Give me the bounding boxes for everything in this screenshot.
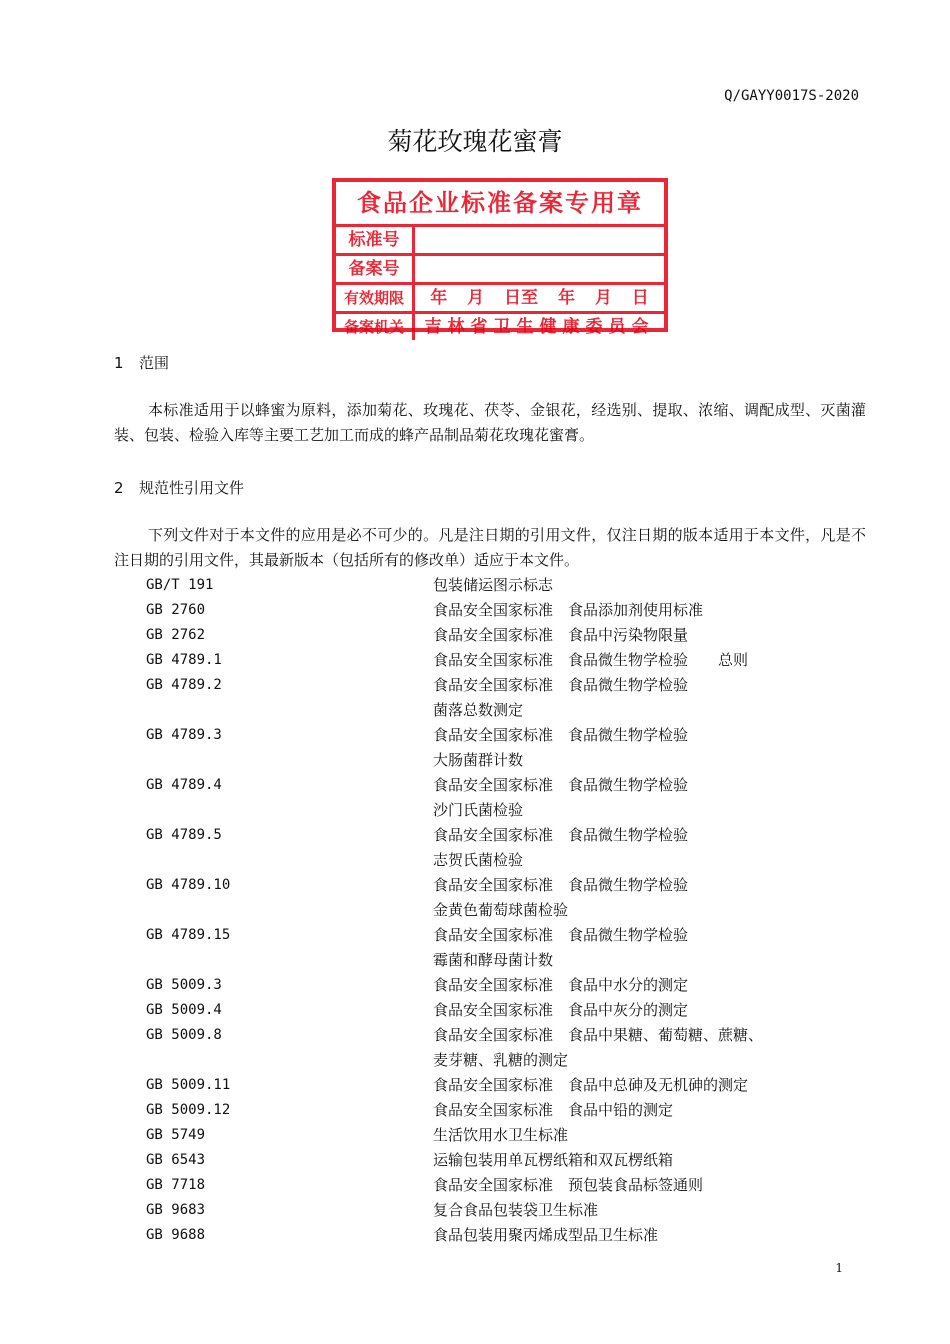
stamp-authority-value: 吉林省卫生健康委员会 bbox=[424, 317, 655, 337]
reference-title: 食品安全国家标准 食品中果糖、葡萄糖、蔗糖、 bbox=[433, 1026, 764, 1044]
reference-title-cont: 沙门氏菌检验 bbox=[433, 801, 524, 819]
reference-title: 食品安全国家标准 食品微生物学检验 总则 bbox=[433, 651, 749, 669]
reference-title: 生活饮用水卫生标准 bbox=[433, 1126, 569, 1144]
reference-code: GB 5749 bbox=[146, 1127, 206, 1143]
reference-code: GB 2760 bbox=[146, 602, 206, 618]
reference-item bbox=[146, 773, 846, 823]
reference-title: 食品安全国家标准 食品微生物学检验 bbox=[433, 676, 689, 694]
reference-title-cont: 大肠菌群计数 bbox=[433, 751, 524, 769]
reference-title: 食品安全国家标准 食品中灰分的测定 bbox=[433, 1001, 689, 1019]
section-number: 1 bbox=[114, 354, 124, 372]
reference-item bbox=[146, 823, 846, 873]
section-1-heading bbox=[114, 352, 169, 373]
section-title: 规范性引用文件 bbox=[139, 479, 245, 497]
reference-title: 食品安全国家标准 食品微生物学检验 bbox=[433, 926, 689, 944]
reference-code: GB 9688 bbox=[146, 1227, 206, 1243]
reference-item bbox=[146, 598, 846, 623]
reference-title-cont: 志贺氏菌检验 bbox=[433, 851, 524, 869]
stamp-header: 食品企业标准备案专用章 bbox=[336, 182, 664, 227]
reference-code: GB 5009.3 bbox=[146, 977, 222, 993]
page-number: 1 bbox=[835, 1261, 843, 1275]
reference-code: GB 5009.4 bbox=[146, 1002, 222, 1018]
reference-code: GB/T 191 bbox=[146, 577, 214, 593]
section-title: 范围 bbox=[139, 354, 170, 372]
reference-item bbox=[146, 673, 846, 723]
reference-code: GB 4789.3 bbox=[146, 727, 222, 743]
reference-item bbox=[146, 723, 846, 773]
reference-title: 食品安全国家标准 食品微生物学检验 bbox=[433, 876, 689, 894]
section-2-heading bbox=[114, 477, 244, 498]
reference-code: GB 4789.5 bbox=[146, 827, 222, 843]
reference-item bbox=[146, 1223, 846, 1248]
stamp-authority-label: 备案机关 bbox=[336, 314, 415, 340]
document-code: Q/GAYY0017S-2020 bbox=[724, 88, 859, 104]
reference-title: 食品包装用聚丙烯成型品卫生标准 bbox=[433, 1226, 659, 1244]
reference-item bbox=[146, 1123, 846, 1148]
reference-title: 食品安全国家标准 食品中污染物限量 bbox=[433, 626, 689, 644]
reference-title: 食品安全国家标准 食品中水分的测定 bbox=[433, 976, 689, 994]
page-title: 菊花玫瑰花蜜膏 bbox=[387, 127, 563, 156]
filing-stamp bbox=[332, 178, 668, 337]
reference-title: 食品安全国家标准 食品添加剂使用标准 bbox=[433, 601, 704, 619]
reference-title: 运输包装用单瓦楞纸箱和双瓦楞纸箱 bbox=[433, 1151, 674, 1169]
reference-code: GB 2762 bbox=[146, 627, 206, 643]
reference-item bbox=[146, 1173, 846, 1198]
reference-item bbox=[146, 623, 846, 648]
stamp-std-no-label: 标准号 bbox=[336, 227, 415, 253]
reference-item bbox=[146, 1023, 846, 1073]
reference-code: GB 6543 bbox=[146, 1152, 206, 1168]
stamp-validity-label: 有效期限 bbox=[336, 285, 415, 311]
reference-code: GB 4789.2 bbox=[146, 677, 222, 693]
reference-code: GB 9683 bbox=[146, 1202, 206, 1218]
reference-title-cont: 菌落总数测定 bbox=[433, 701, 524, 719]
reference-title-cont: 金黄色葡萄球菌检验 bbox=[433, 901, 569, 919]
reference-title: 复合食品包装袋卫生标准 bbox=[433, 1201, 599, 1219]
section-number: 2 bbox=[114, 479, 124, 497]
reference-title: 食品安全国家标准 食品微生物学检验 bbox=[433, 726, 689, 744]
stamp-validity-value: 年 月 日至 年 月 日 bbox=[430, 288, 649, 308]
reference-code: GB 4789.4 bbox=[146, 777, 222, 793]
reference-item bbox=[146, 1098, 846, 1123]
reference-code: GB 4789.15 bbox=[146, 927, 231, 943]
reference-code: GB 4789.10 bbox=[146, 877, 231, 893]
reference-item bbox=[146, 1198, 846, 1223]
reference-item bbox=[146, 573, 846, 598]
reference-item bbox=[146, 998, 846, 1023]
reference-title: 食品安全国家标准 食品中铅的测定 bbox=[433, 1101, 674, 1119]
reference-title-cont: 霉菌和酵母菌计数 bbox=[433, 951, 554, 969]
reference-item bbox=[146, 648, 846, 673]
reference-code: GB 5009.11 bbox=[146, 1077, 231, 1093]
reference-code: GB 5009.8 bbox=[146, 1027, 222, 1043]
section-1-text: 本标准适用于以蜂蜜为原料，添加菊花、玫瑰花、茯苓、金银花，经选别、提取、浓缩、调配成型、灭菌灌装、包装、检验入库等主要工艺加工而成的蜂产品制品菊花玫瑰花蜜膏。 bbox=[114, 401, 866, 444]
reference-list bbox=[146, 573, 846, 1248]
reference-item bbox=[146, 923, 846, 973]
reference-item bbox=[146, 873, 846, 923]
reference-item bbox=[146, 1073, 846, 1098]
reference-title: 食品安全国家标准 食品微生物学检验 bbox=[433, 826, 689, 844]
reference-title: 食品安全国家标准 预包装食品标签通则 bbox=[433, 1176, 704, 1194]
reference-title: 食品安全国家标准 食品中总砷及无机砷的测定 bbox=[433, 1076, 749, 1094]
reference-item bbox=[146, 973, 846, 998]
reference-item bbox=[146, 1148, 846, 1173]
stamp-filing-no-label: 备案号 bbox=[336, 256, 415, 282]
reference-title: 食品安全国家标准 食品微生物学检验 bbox=[433, 776, 689, 794]
section-2-text: 下列文件对于本文件的应用是必不可少的。凡是注日期的引用文件，仅注日期的版本适用于本文件，凡是不注日期的引用文件，其最新版本（包括所有的修改单）适应于本文件。 bbox=[114, 526, 866, 569]
reference-title: 包装储运图示标志 bbox=[433, 576, 554, 594]
reference-code: GB 5009.12 bbox=[146, 1102, 231, 1118]
reference-code: GB 4789.1 bbox=[146, 652, 222, 668]
reference-title-cont: 麦芽糖、乳糖的测定 bbox=[433, 1051, 569, 1069]
reference-code: GB 7718 bbox=[146, 1177, 206, 1193]
